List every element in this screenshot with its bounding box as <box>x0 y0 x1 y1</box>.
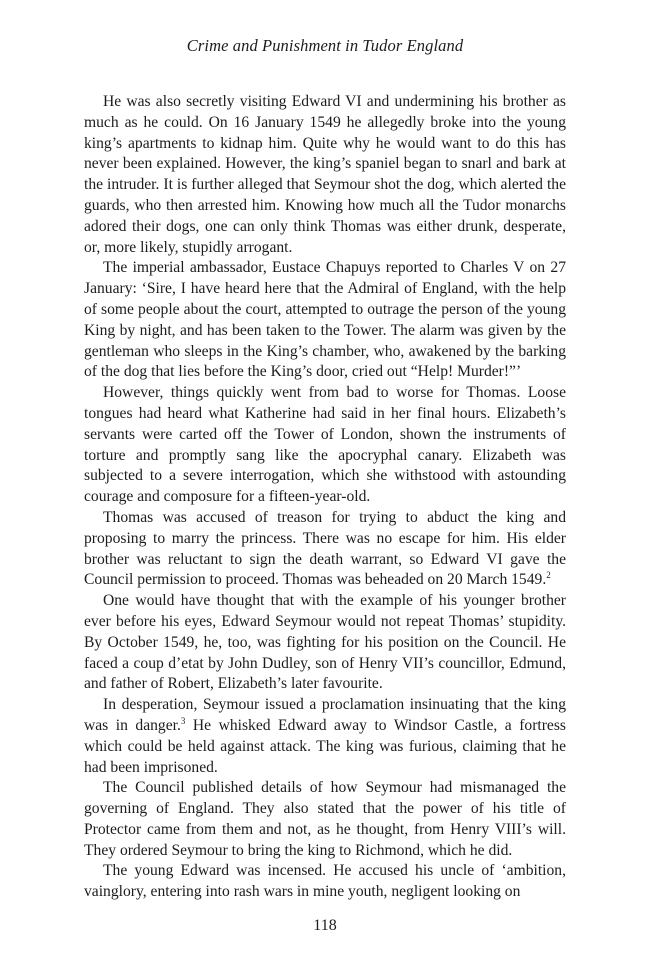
paragraph-text: One would have thought that with the example of his younger brother ever before his eyes, Edward Seymour would not repeat Thomas’ stupidity. By October 1549, he, too, was fighting for his position on the Council. He faced a coup d’etat by John Dudley, son of Henry VII’s councillor, Edmund, and father of Robert, Elizabeth’s later favourite. <box>84 592 566 693</box>
paragraph-7 <box>84 778 566 861</box>
paragraph-text: He was also secretly visiting Edward VI and undermining his brother as much as he could. On 16 January 1549 he allegedly broke into the young king’s apartments to kidnap him. Quite why he would want to do this has never been explained. However, the king’s spaniel began to snarl and bark at the intruder. It is further alleged that Seymour shot the dog, which alerted the guards, who then arrested him. Knowing how much all the Tudor monarchs adored their dogs, one can only think Thomas was either drunk, desperate, or, more likely, stupidly arrogant. <box>84 93 566 256</box>
paragraph-text: However, things quickly went from bad to worse for Thomas. Loose tongues had heard what Katherine had said in her final hours. Elizabeth’s servants were carted off the Tower of London, shown the instruments of torture and promptly sang like the apocryphal canary. Elizabeth was subjected to a severe interrogation, which she withstood with astounding courage and composure for a fifteen-year-old. <box>84 384 566 506</box>
paragraph-8 <box>84 861 566 903</box>
footnote-marker[interactable]: 2 <box>546 570 551 581</box>
footnote-marker[interactable]: 3 <box>180 715 186 726</box>
body-text <box>84 92 566 903</box>
paragraph-6 <box>84 695 566 778</box>
paragraph-4 <box>84 508 566 591</box>
paragraph-text: Thomas was accused of treason for trying to abduct the king and proposing to marry the princess. There was no escape for him. His elder brother was reluctant to sign the death warrant, so Edward VI gave the Council permission to proceed. Thomas was beheaded on 20 March 1549. <box>84 508 566 589</box>
page-number: 118 <box>313 917 337 934</box>
paragraph-5 <box>84 591 566 695</box>
paragraph-3 <box>84 383 566 508</box>
paragraph-text: The imperial ambassador, Eustace Chapuys reported to Charles V on 27 January: ‘Sire, I have heard here that the Admiral of England, with the help of some people about the court, attempted to outrage the person of the young King by night, and has been taken to the Tower. The alarm was given by the gentleman who sleeps in the King’s chamber, who, awakened by the barking of the dog that lies before the King’s door, cried out “Help! Murder!”’ <box>84 259 566 381</box>
paragraph-1 <box>84 92 566 258</box>
paragraph-text: The Council published details of how Seymour had mismanaged the governing of England. They also stated that the power of his title of Protector came from them and not, as he thought, from Henry VIII’s will. They ordered Seymour to bring the king to Richmond, which he did. <box>84 779 566 859</box>
paragraph-text-continued: He whisked Edward away to Windsor Castle, a fortress which could be held against attack. The king was furious, claiming that he had been imprisoned. <box>84 716 566 776</box>
running-header: Crime and Punishment in Tudor England <box>186 36 464 55</box>
paragraph-text: In desperation, Seymour issued a proclamation insinuating that the king was in danger. <box>84 696 566 734</box>
paragraph-2 <box>84 258 566 383</box>
paragraph-text: The young Edward was incensed. He accused his uncle of ‘ambition, vainglory, entering into rash wars in mine youth, negligent looking on <box>84 862 566 901</box>
